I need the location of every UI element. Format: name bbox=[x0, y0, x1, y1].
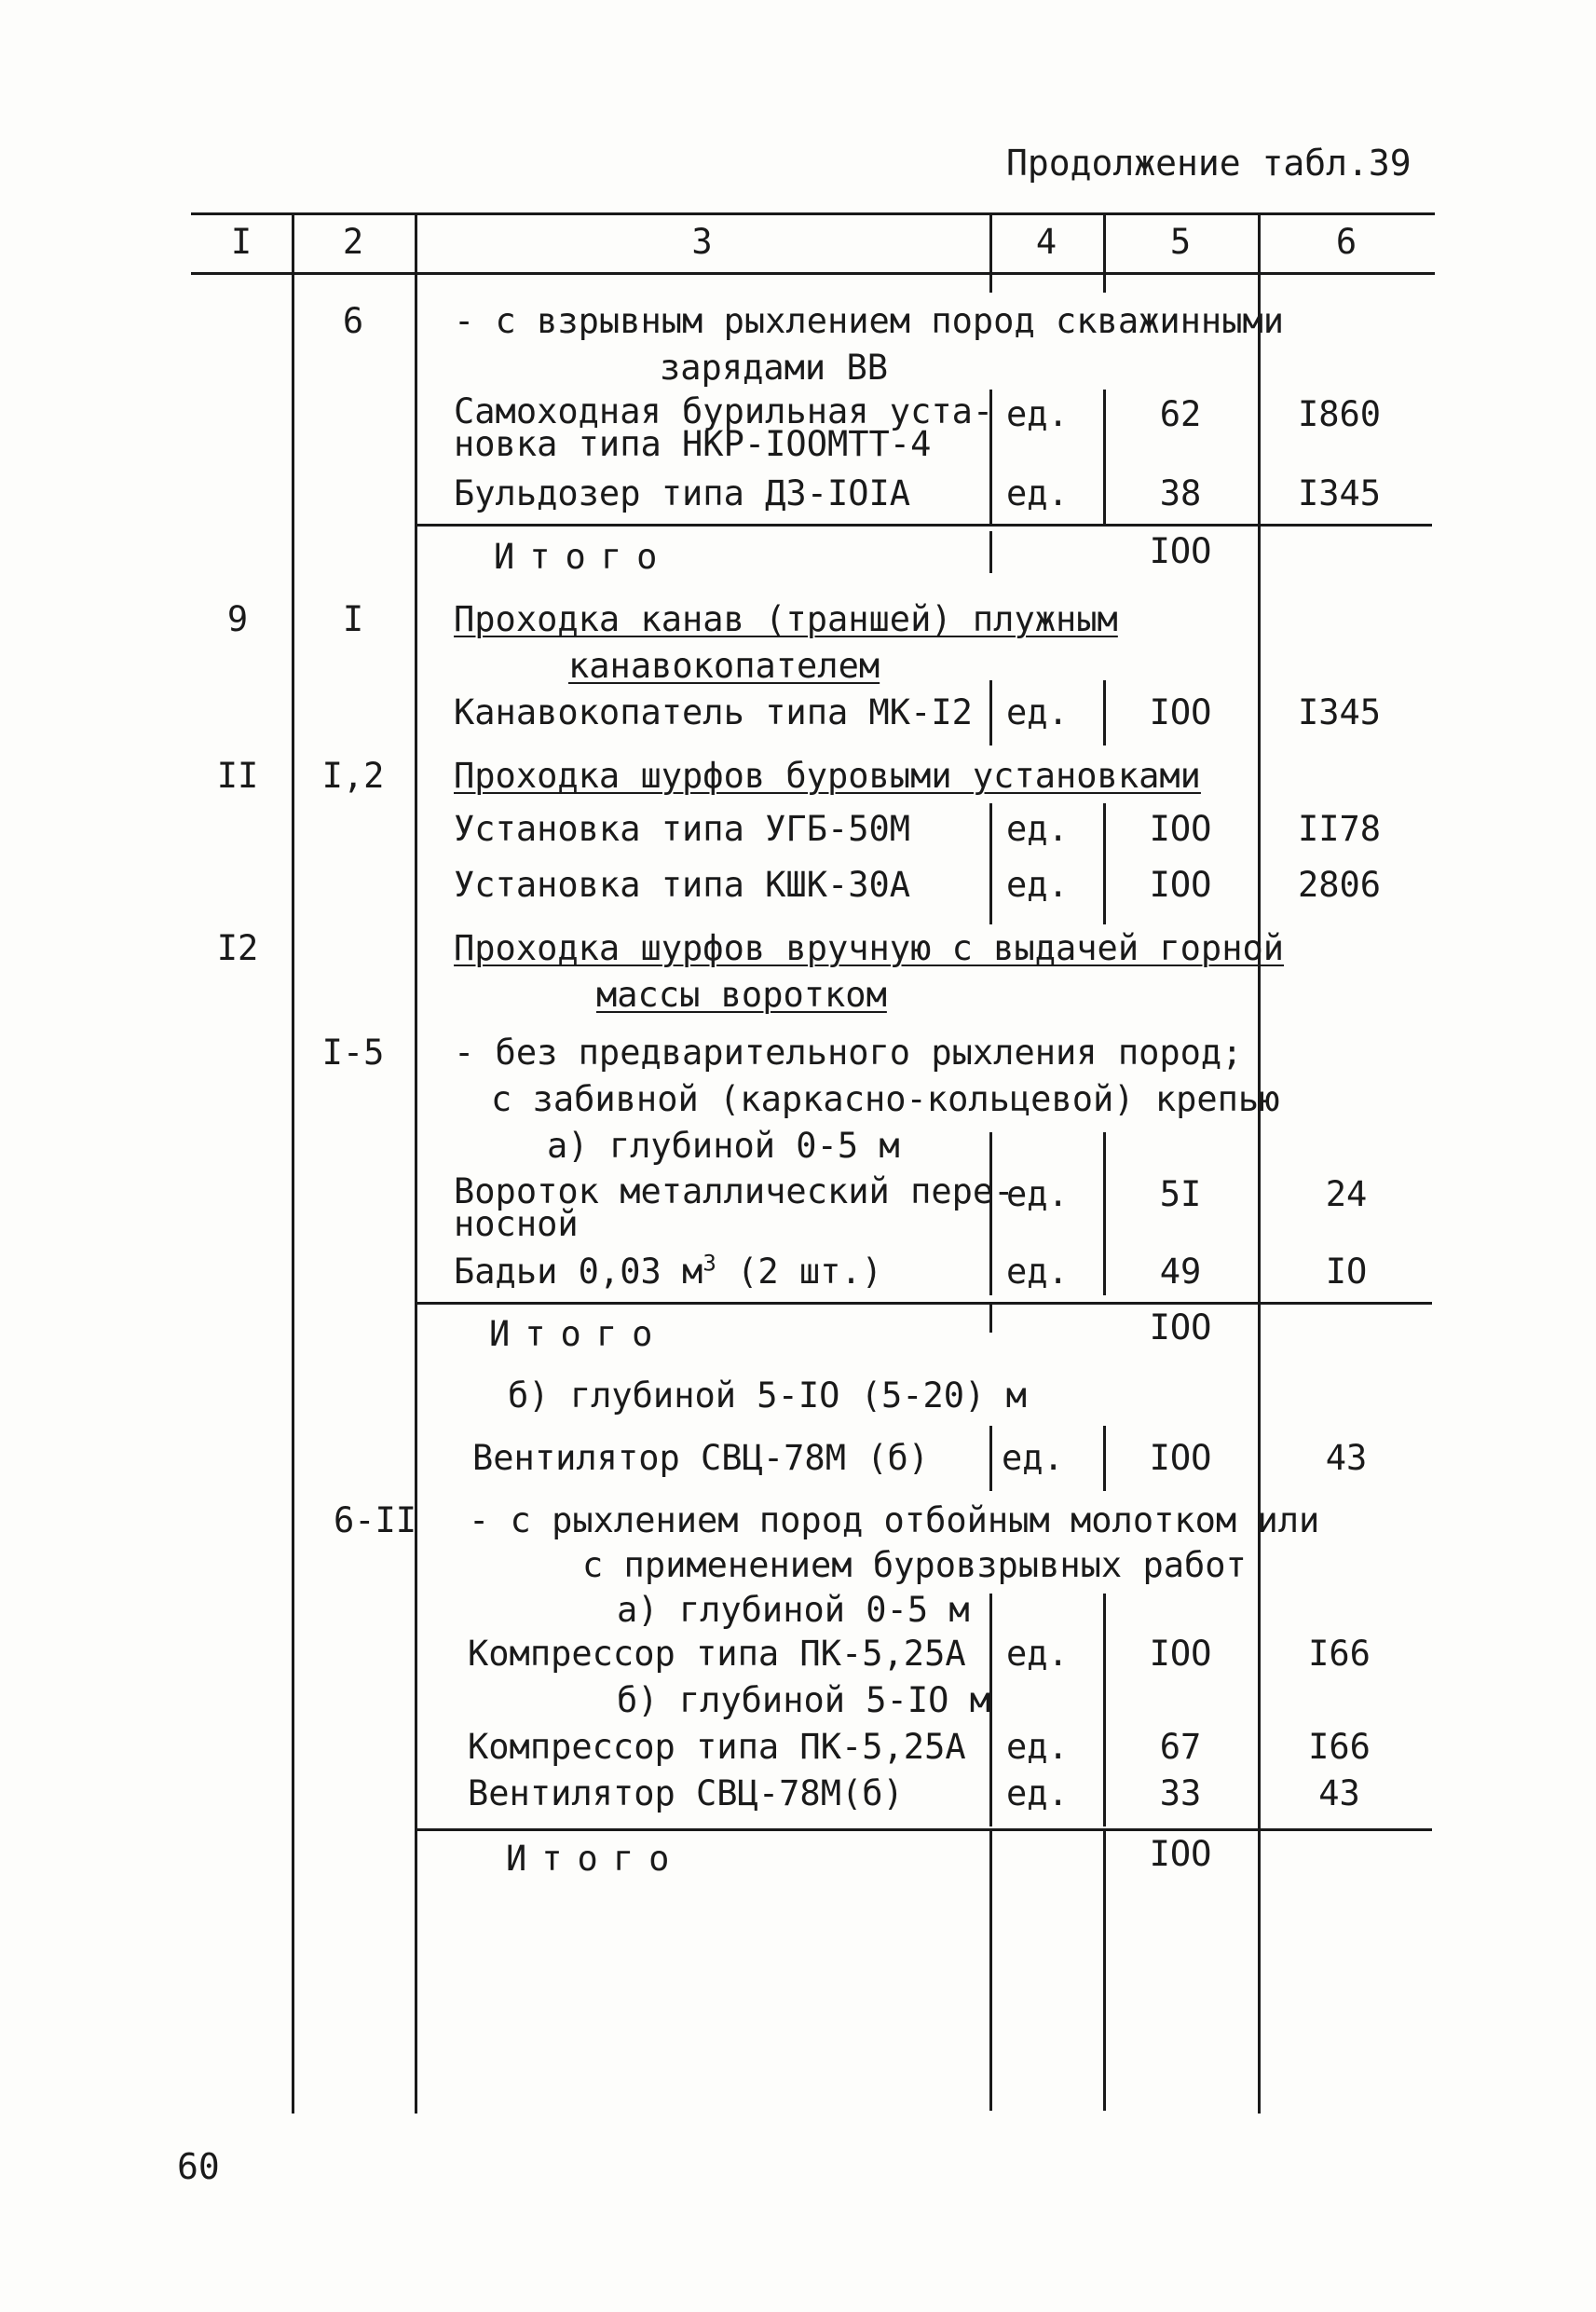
quantity-cell: I345 bbox=[1297, 692, 1382, 732]
share-cell: 62 bbox=[1159, 394, 1202, 434]
section-heading: - с взрывным рыхлением пород скважинными bbox=[454, 301, 1285, 341]
share-cell: 67 bbox=[1159, 1727, 1202, 1767]
quantity-cell: 24 bbox=[1325, 1174, 1368, 1214]
equipment-name: Установка типа УГБ-50М bbox=[454, 809, 911, 849]
equipment-name: Бульдозер типа ДЗ-IOIA bbox=[454, 473, 911, 513]
column-header-5: 5 bbox=[1169, 222, 1192, 262]
depth-subheading: а) глубиной 0-5 м bbox=[617, 1590, 970, 1630]
equipment-name: Компрессор типа ПК-5,25А bbox=[468, 1634, 966, 1674]
total-label: Итого bbox=[506, 1839, 685, 1879]
unit-cell: ед. bbox=[1006, 1174, 1069, 1214]
equipment-name: Компрессор типа ПК-5,25А bbox=[468, 1727, 966, 1767]
col-divider-3-4-seg bbox=[989, 803, 992, 924]
quantity-cell: II78 bbox=[1297, 809, 1382, 849]
equipment-name: Вороток металлический пере- bbox=[454, 1171, 1015, 1211]
table-continuation-label: Продолжение табл.39 bbox=[1006, 143, 1412, 184]
equipment-name: Установка типа КШК-30А bbox=[454, 865, 911, 905]
quantity-cell: 2806 bbox=[1297, 865, 1382, 905]
share-cell: IOO bbox=[1149, 865, 1212, 905]
share-cell: 49 bbox=[1159, 1252, 1202, 1292]
unit-cell: ед. bbox=[1002, 1438, 1064, 1478]
share-cell: 33 bbox=[1159, 1773, 1202, 1813]
total-label: Итого bbox=[489, 1314, 668, 1354]
equipment-name: носной bbox=[454, 1204, 579, 1244]
subtotal-rule bbox=[415, 1302, 1432, 1305]
quantity-cell: I345 bbox=[1297, 473, 1382, 513]
col-divider-3-4-seg bbox=[989, 680, 992, 746]
total-value: IOO bbox=[1149, 1834, 1212, 1874]
col-divider-3-4-seg bbox=[989, 1831, 992, 2111]
section-heading: Проходка шурфов буровыми установками bbox=[454, 756, 1201, 796]
total-value: IOO bbox=[1149, 1307, 1212, 1348]
unit-cell: ед. bbox=[1006, 1773, 1069, 1813]
col-divider-1-2 bbox=[292, 212, 294, 2114]
unit-cell: ед. bbox=[1006, 473, 1069, 513]
row-number: I2 bbox=[216, 928, 259, 968]
col-divider-3-4-seg bbox=[989, 1305, 992, 1333]
section-heading: с применением буровзрывных работ bbox=[582, 1545, 1247, 1585]
subtotal-rule bbox=[415, 524, 1432, 527]
share-cell: IOO bbox=[1149, 1634, 1212, 1674]
equipment-name-text: Бадьи 0,03 м bbox=[454, 1252, 703, 1292]
unit-cell: ед. bbox=[1006, 1252, 1069, 1292]
share-cell: 5I bbox=[1159, 1174, 1202, 1214]
share-cell: IOO bbox=[1149, 1438, 1212, 1478]
section-heading: массы воротком bbox=[596, 975, 887, 1015]
quantity-cell: IO bbox=[1325, 1252, 1368, 1292]
table-cell-code: I,2 bbox=[321, 756, 385, 796]
depth-subheading: а) глубиной 0-5 м bbox=[547, 1126, 900, 1166]
column-header-2: 2 bbox=[342, 222, 364, 262]
equipment-name: Вентилятор СВЦ-78М (б) bbox=[472, 1438, 930, 1478]
col-divider-3-4-seg bbox=[989, 1426, 992, 1491]
quantity-cell: 43 bbox=[1325, 1438, 1368, 1478]
section-heading: зарядами ВВ bbox=[660, 348, 889, 388]
subtotal-rule bbox=[415, 1828, 1432, 1831]
table-cell-code: I bbox=[342, 599, 364, 639]
column-header-4: 4 bbox=[1035, 222, 1057, 262]
section-heading: - без предварительного рыхления пород; bbox=[454, 1033, 1243, 1073]
equipment-name: Вентилятор СВЦ-78М(б) bbox=[468, 1773, 904, 1813]
row-number: 9 bbox=[226, 599, 249, 639]
depth-subheading: б) глубиной 5-IO (5-20) м bbox=[508, 1375, 1027, 1416]
col-divider-4-5-seg bbox=[1103, 1831, 1106, 2111]
table-cell-code: 6 bbox=[342, 301, 364, 341]
section-heading: Проходка шурфов вручную с выдачей горной bbox=[454, 928, 1285, 968]
quantity-cell: I860 bbox=[1297, 394, 1382, 434]
unit-cell: ед. bbox=[1006, 692, 1069, 732]
section-heading: с забивной (каркасно-кольцевой) крепью bbox=[491, 1079, 1280, 1119]
unit-cell: ед. bbox=[1006, 1634, 1069, 1674]
table-top-rule bbox=[191, 212, 1435, 215]
row-number: II bbox=[216, 756, 259, 796]
equipment-name: Канавокопатель типа МК-I2 bbox=[454, 692, 973, 732]
equipment-name: Самоходная бурильная уста- bbox=[454, 391, 994, 431]
unit-cell: ед. bbox=[1006, 394, 1069, 434]
table-cell-code: 6-II bbox=[333, 1500, 417, 1540]
unit-cell: ед. bbox=[1006, 809, 1069, 849]
quantity-cell: I66 bbox=[1308, 1634, 1371, 1674]
column-header-1: I bbox=[230, 222, 252, 262]
col-divider-3-4-seg bbox=[989, 1132, 992, 1295]
col-divider-3-4-seg bbox=[989, 531, 992, 573]
page-number: 60 bbox=[177, 2146, 220, 2187]
equipment-name-tail: (2 шт.) bbox=[716, 1252, 882, 1292]
depth-subheading: б) глубиной 5-IO м bbox=[617, 1680, 990, 1720]
section-heading: Проходка канав (траншей) плужным bbox=[454, 599, 1118, 639]
quantity-cell: I66 bbox=[1308, 1727, 1371, 1767]
equipment-name bbox=[454, 1250, 882, 1292]
equipment-name: новка типа НКР-IOOМТТ-4 bbox=[454, 424, 932, 464]
section-heading: - с рыхлением пород отбойным молотком или bbox=[469, 1500, 1320, 1540]
share-cell: IOO bbox=[1149, 809, 1212, 849]
total-label: Итого bbox=[494, 537, 673, 577]
total-value: IOO bbox=[1149, 531, 1212, 571]
share-cell: IOO bbox=[1149, 692, 1212, 732]
unit-cell: ед. bbox=[1006, 1727, 1069, 1767]
section-heading: канавокопателем bbox=[568, 646, 880, 686]
column-header-3: 3 bbox=[691, 222, 713, 262]
column-header-6: 6 bbox=[1335, 222, 1357, 262]
unit-exponent: 3 bbox=[703, 1250, 716, 1277]
quantity-cell: 43 bbox=[1318, 1773, 1360, 1813]
table-header-rule bbox=[191, 272, 1435, 275]
unit-cell: ед. bbox=[1006, 865, 1069, 905]
share-cell: 38 bbox=[1159, 473, 1202, 513]
table-cell-code: I-5 bbox=[321, 1033, 385, 1073]
